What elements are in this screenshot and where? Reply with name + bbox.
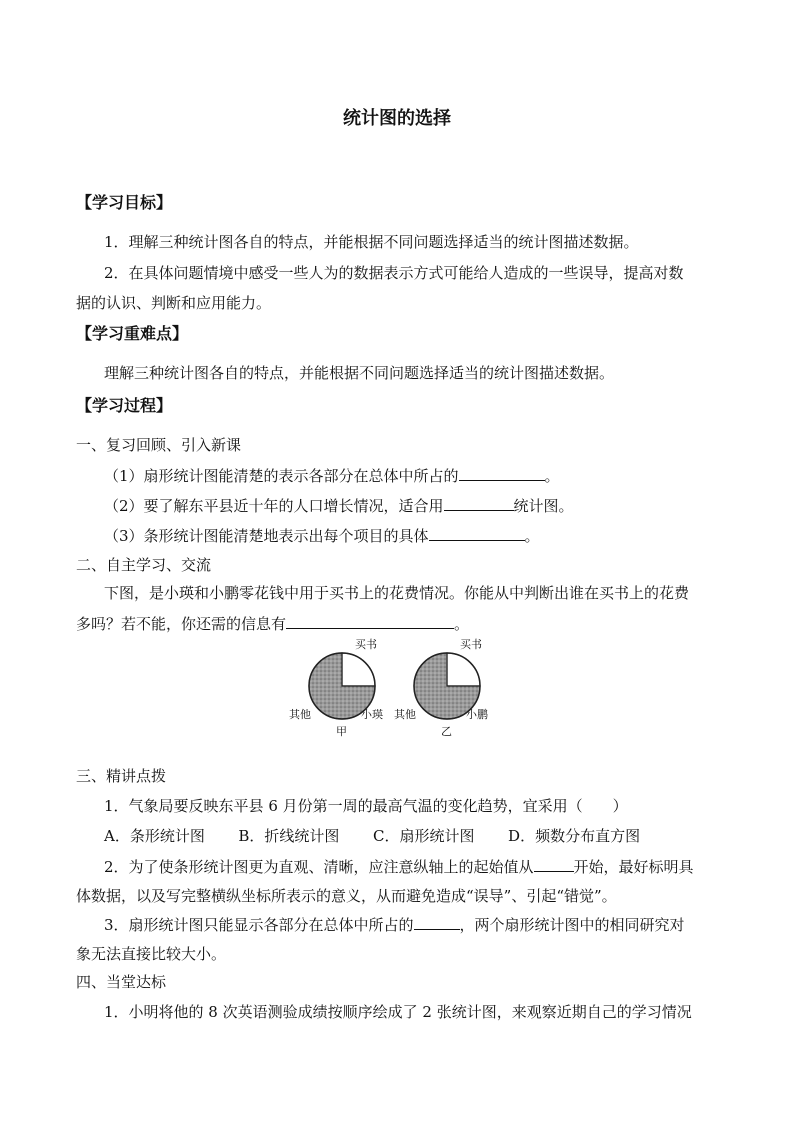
explain-q2-text: 2．为了使条形统计图更为直观、清晰，应注意纵轴上的起始值从 [104,858,534,876]
answer-blank[interactable] [286,613,454,629]
review-q3-end: 。 [524,527,540,545]
pie-chart-figure [280,634,510,750]
self-study-line-1: 下图，是小瑛和小鹏零花钱中用于买书上的花费情况。你能从中判断出谁在买书上的花费 [104,584,690,602]
chart-title: 乙 [441,725,452,738]
slice-label: 其他 [394,708,416,721]
goal-item-2-line1: 2．在具体问题情境中感受一些人为的数据表示方式可能给人造成的一些误导，提高对数 [104,264,684,282]
answer-blank[interactable] [444,495,514,511]
answer-blank[interactable] [459,465,545,481]
self-study-heading: 二、自主学习、交流 [76,556,212,574]
self-study-end: 。 [454,615,470,633]
review-q1-end: 。 [544,467,560,485]
key-points-heading: 【学习重难点】 [76,324,189,343]
practice-heading: 四、当堂达标 [76,973,167,991]
explain-question-2-line2: 体数据，以及写完整横纵坐标所表示的意义，从而避免造成“误导”、引起“错觉”。 [76,887,617,905]
pie-chart-jia [289,637,383,738]
option-d[interactable]: D．频数分布直方图 [508,827,641,845]
explain-question-2-line1 [104,856,694,877]
review-question-1 [104,465,560,486]
explain-question-1: 1．气象局要反映东平县 6 月份第一周的最高气温的变化趋势，宜采用（ ） [104,797,628,815]
explain-heading: 三、精讲点拨 [76,767,167,785]
answer-blank[interactable] [534,856,574,872]
explain-question-3-line1 [104,914,685,935]
self-study-question: 多吗？若不能，你还需的信息有 [76,615,287,633]
chart-title: 甲 [336,725,347,738]
option-b[interactable]: B．折线统计图 [238,827,340,845]
practice-question-1: 1．小明将他的 8 次英语测验成绩按顺序绘成了 2 张统计图，来观察近期自己的学习情况 [104,1003,692,1021]
goal-item-1: 1．理解三种统计图各自的特点，并能根据不同问题选择适当的统计图描述数据。 [104,233,639,251]
self-study-line-2 [76,613,469,634]
option-a[interactable]: A．条形统计图 [104,827,205,845]
explain-q3-end: ，两个扇形统计图中的相同研究对 [459,916,685,934]
page-title: 统计图的选择 [343,108,451,129]
key-points-text: 理解三种统计图各自的特点，并能根据不同问题选择适当的统计图描述数据。 [104,364,615,382]
goals-heading: 【学习目标】 [76,193,173,212]
answer-blank[interactable] [429,525,525,541]
answer-blank[interactable] [414,914,460,930]
option-c[interactable]: C．扇形统计图 [373,827,475,845]
review-q1-text: （1）扇形统计图能清楚的表示各部分在总体中所占的 [104,467,459,485]
process-heading: 【学习过程】 [76,396,173,415]
explain-q3-text: 3．扇形统计图只能显示各部分在总体中所占的 [104,916,414,934]
explain-question-3-line2: 象无法直接比较大小。 [76,945,227,963]
person-label: 小瑛 [361,708,383,721]
slice-label: 买书 [460,638,482,651]
pie-chart-yi [394,637,488,738]
slice-label: 其他 [289,708,311,721]
review-q2-end: 统计图。 [513,497,574,515]
explain-options [104,826,640,846]
review-question-3 [104,525,540,546]
review-q3-text: （3）条形统计图能清楚地表示出每个项目的具体 [104,527,429,545]
slice-label: 买书 [355,638,377,651]
person-label: 小鹏 [466,708,488,721]
explain-q2-end: 开始，最好标明具 [573,858,694,876]
review-heading: 一、复习回顾、引入新课 [76,436,242,454]
review-question-2 [104,495,574,516]
review-q2-text: （2）要了解东平县近十年的人口增长情况，适合用 [104,497,444,515]
goal-item-2-line2: 据的认识、判断和应用能力。 [76,294,272,312]
